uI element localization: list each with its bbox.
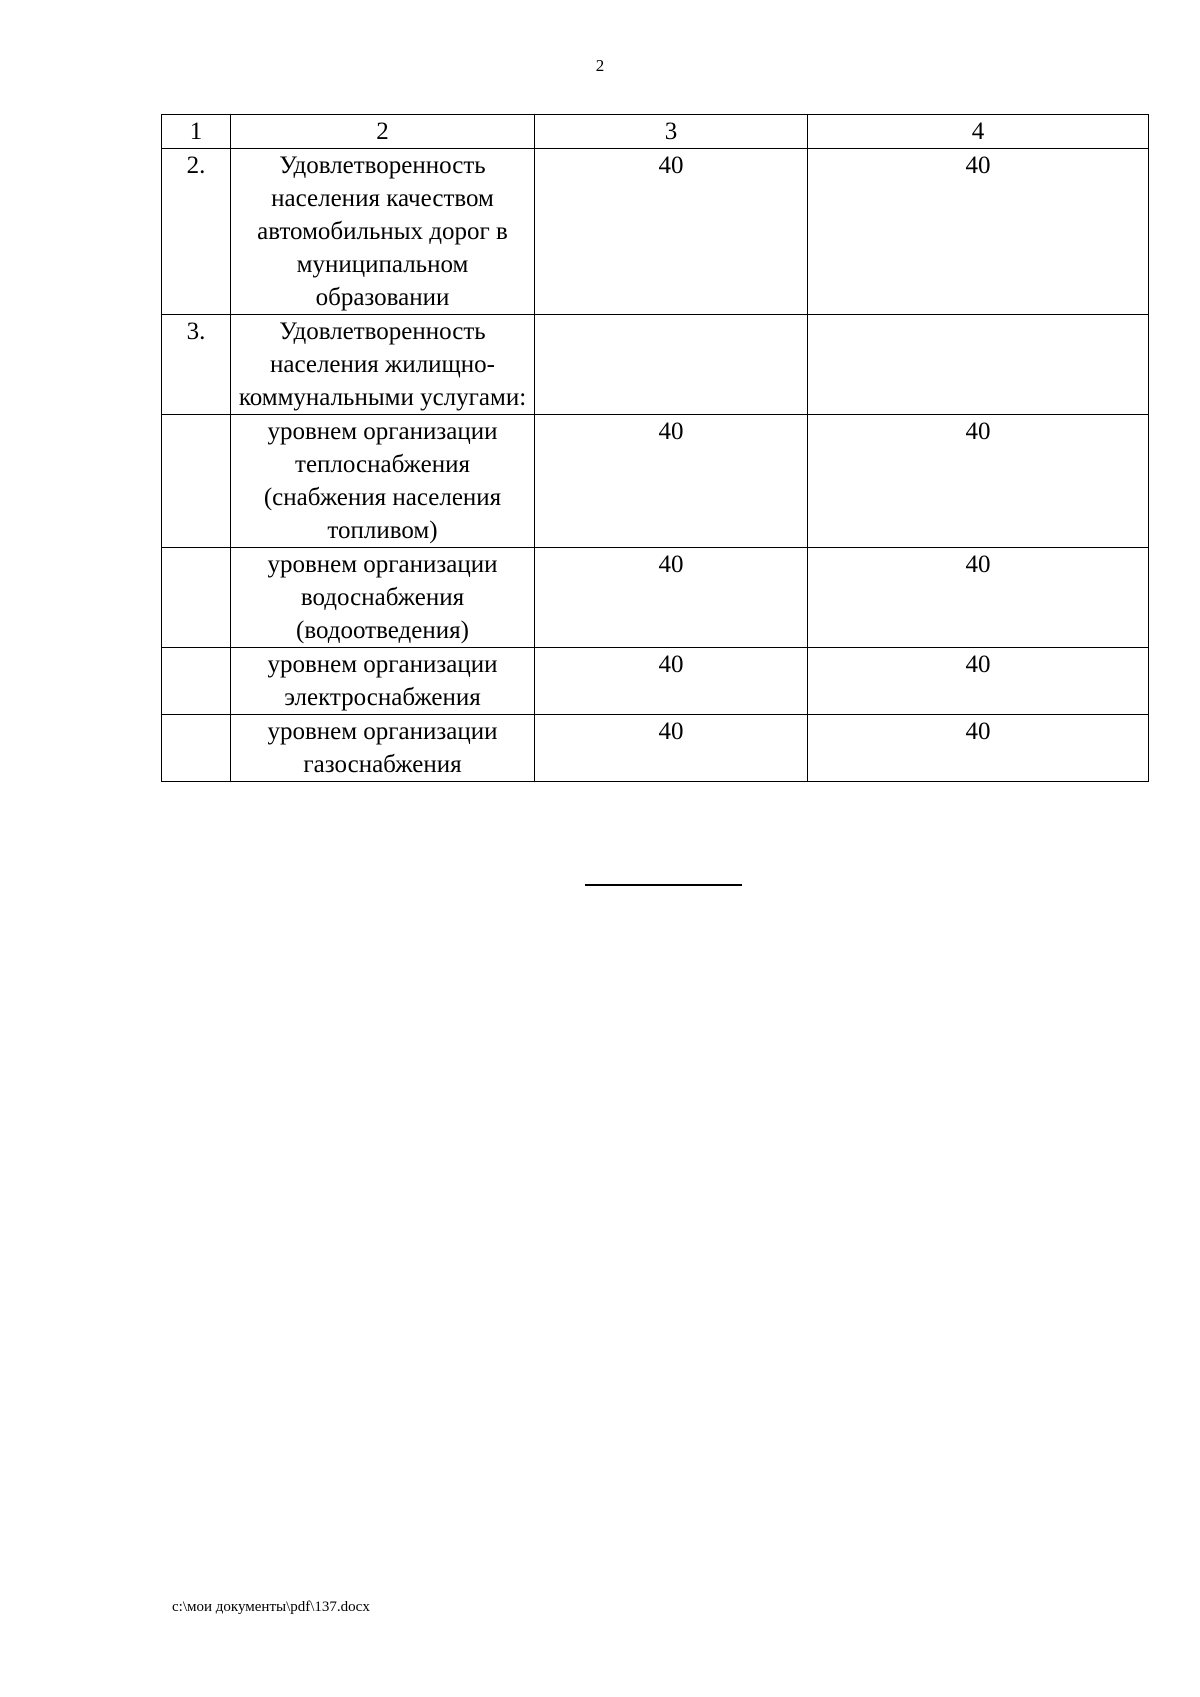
header-cell-4: 4: [808, 115, 1149, 149]
row-value-4: 40: [808, 715, 1149, 782]
row-name: уровнем организации электроснабжения: [231, 648, 535, 715]
row-value-4: [808, 315, 1149, 415]
row-number: 3.: [162, 315, 231, 415]
row-number: 2.: [162, 149, 231, 315]
row-value-3: 40: [535, 548, 808, 648]
row-number: [162, 715, 231, 782]
table-row: [162, 315, 1149, 415]
header-cell-2: 2: [231, 115, 535, 149]
row-name: уровнем организации газоснабжения: [231, 715, 535, 782]
row-value-3: 40: [535, 415, 808, 548]
header-cell-1: 1: [162, 115, 231, 149]
row-value-4: 40: [808, 149, 1149, 315]
row-number: [162, 648, 231, 715]
table-row: [162, 715, 1149, 782]
row-value-3: [535, 315, 808, 415]
footer-file-path: c:\мои документы\pdf\137.docx: [172, 1599, 370, 1615]
row-value-4: 40: [808, 415, 1149, 548]
row-number: [162, 548, 231, 648]
table-row: [162, 149, 1149, 315]
table-row: [162, 548, 1149, 648]
row-value-3: 40: [535, 715, 808, 782]
page-number: 2: [595, 56, 605, 75]
table-header-row: [162, 115, 1149, 149]
indicators-table: [161, 114, 1149, 782]
row-value-3: 40: [535, 149, 808, 315]
row-name: Удовлетворенность населения качеством автомобильных дорог в муниципальном образовании: [231, 149, 535, 315]
row-number: [162, 415, 231, 548]
row-value-3: 40: [535, 648, 808, 715]
table-row: [162, 415, 1149, 548]
row-name: уровнем организации водоснабжения (водоотведения): [231, 548, 535, 648]
row-name: Удовлетворенность населения жилищно-коммунальными услугами:: [231, 315, 535, 415]
table-row: [162, 648, 1149, 715]
row-value-4: 40: [808, 648, 1149, 715]
row-name: уровнем организации теплоснабжения (снабжения населения топливом): [231, 415, 535, 548]
row-value-4: 40: [808, 548, 1149, 648]
end-of-document-rule: [585, 884, 742, 886]
header-cell-3: 3: [535, 115, 808, 149]
